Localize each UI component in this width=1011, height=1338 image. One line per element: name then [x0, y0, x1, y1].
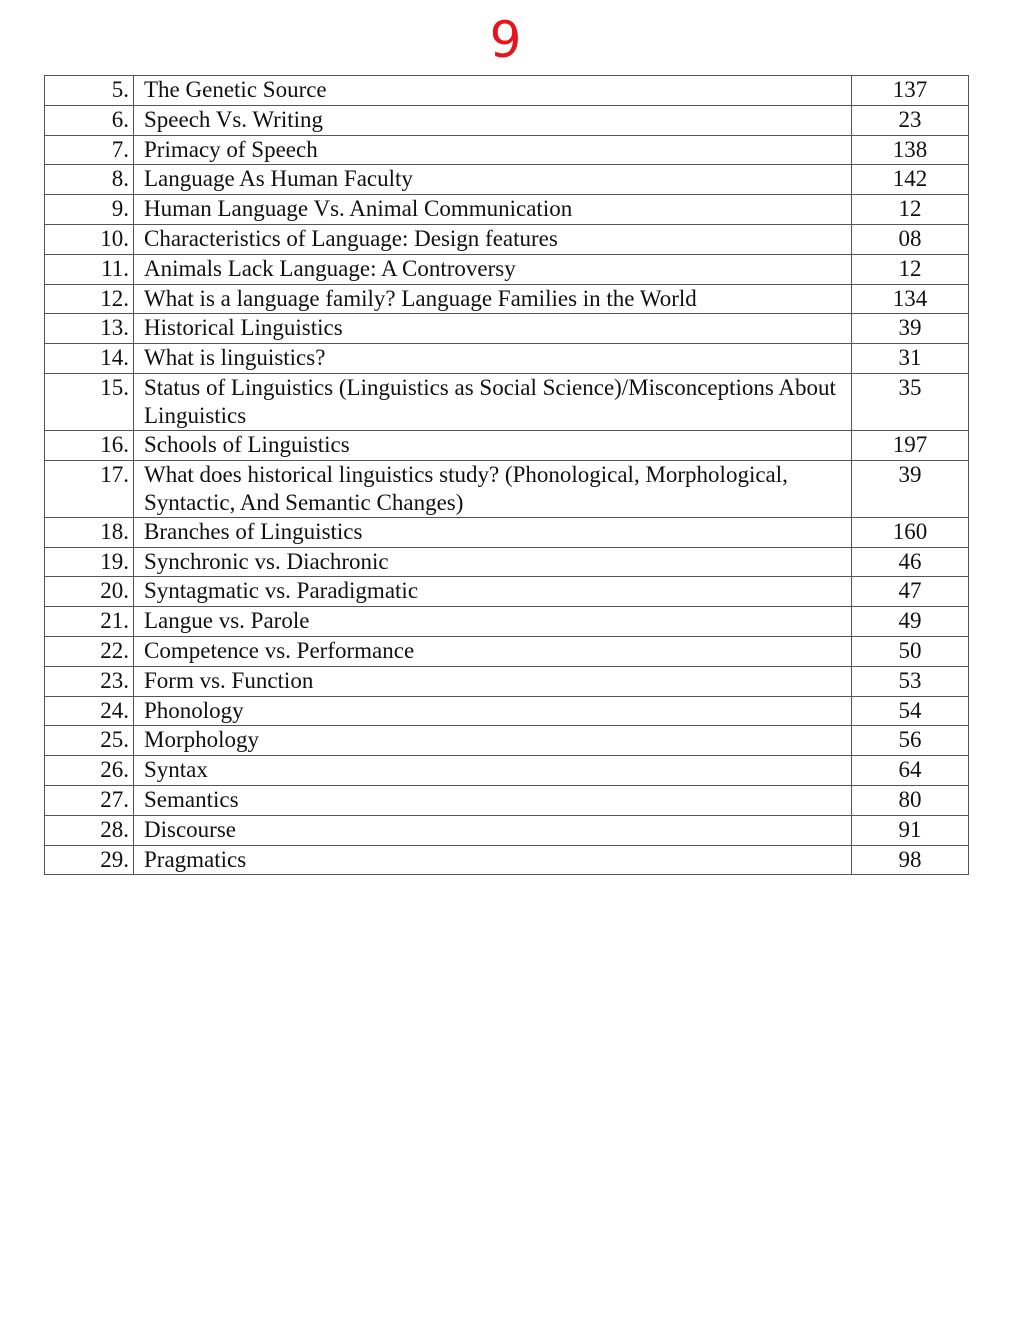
- entry-page: 98: [852, 845, 969, 875]
- table-row: [45, 607, 969, 637]
- entry-page: 134: [852, 284, 969, 314]
- entry-title: Synchronic vs. Diachronic: [134, 547, 852, 577]
- entry-number: 28.: [45, 815, 134, 845]
- entry-title: Historical Linguistics: [134, 314, 852, 344]
- table-row: [45, 517, 969, 547]
- entry-page: 137: [852, 76, 969, 106]
- entry-page: 12: [852, 254, 969, 284]
- table-row: [45, 314, 969, 344]
- entry-number: 8.: [45, 165, 134, 195]
- entry-number: 15.: [45, 373, 134, 430]
- page-number: 9: [489, 11, 522, 69]
- table-row: [45, 460, 969, 517]
- entry-number: 25.: [45, 726, 134, 756]
- entry-page: 56: [852, 726, 969, 756]
- entry-number: 13.: [45, 314, 134, 344]
- entry-title: Characteristics of Language: Design features: [134, 224, 852, 254]
- entry-page: 197: [852, 430, 969, 460]
- table-row: [45, 696, 969, 726]
- table-row: [45, 430, 969, 460]
- table-row: [45, 666, 969, 696]
- entry-title: Form vs. Function: [134, 666, 852, 696]
- entry-title: The Genetic Source: [134, 76, 852, 106]
- entry-number: 6.: [45, 105, 134, 135]
- entry-title: Speech Vs. Writing: [134, 105, 852, 135]
- entry-page: 47: [852, 577, 969, 607]
- entry-title: What is a language family? Language Families in the World: [134, 284, 852, 314]
- entry-number: 20.: [45, 577, 134, 607]
- entry-number: 27.: [45, 785, 134, 815]
- entry-title: What does historical linguistics study? (Phonological, Morphological, Syntactic, And Semantic Changes): [134, 460, 852, 517]
- entry-page: 12: [852, 195, 969, 225]
- entry-title: Syntagmatic vs. Paradigmatic: [134, 577, 852, 607]
- entry-title: Human Language Vs. Animal Communication: [134, 195, 852, 225]
- entry-number: 23.: [45, 666, 134, 696]
- entry-title: What is linguistics?: [134, 344, 852, 374]
- table-row: [45, 373, 969, 430]
- entry-number: 21.: [45, 607, 134, 637]
- table-of-contents: [44, 75, 969, 875]
- toc-body: [45, 76, 969, 875]
- entry-title: Language As Human Faculty: [134, 165, 852, 195]
- entry-number: 24.: [45, 696, 134, 726]
- table-row: [45, 845, 969, 875]
- entry-number: 26.: [45, 756, 134, 786]
- table-row: [45, 224, 969, 254]
- entry-number: 18.: [45, 517, 134, 547]
- entry-page: 138: [852, 135, 969, 165]
- entry-title: Animals Lack Language: A Controversy: [134, 254, 852, 284]
- entry-title: Competence vs. Performance: [134, 636, 852, 666]
- entry-page: 80: [852, 785, 969, 815]
- table-row: [45, 815, 969, 845]
- table-row: [45, 76, 969, 106]
- entry-page: 39: [852, 314, 969, 344]
- entry-page: 35: [852, 373, 969, 430]
- entry-title: Syntax: [134, 756, 852, 786]
- table-row: [45, 105, 969, 135]
- table-row: [45, 785, 969, 815]
- table-row: [45, 135, 969, 165]
- entry-number: 9.: [45, 195, 134, 225]
- table-row: [45, 254, 969, 284]
- table-row: [45, 284, 969, 314]
- entry-page: 53: [852, 666, 969, 696]
- entry-title: Morphology: [134, 726, 852, 756]
- entry-page: 91: [852, 815, 969, 845]
- entry-number: 16.: [45, 430, 134, 460]
- entry-title: Schools of Linguistics: [134, 430, 852, 460]
- entry-page: 50: [852, 636, 969, 666]
- entry-number: 19.: [45, 547, 134, 577]
- entry-title: Primacy of Speech: [134, 135, 852, 165]
- entry-page: 39: [852, 460, 969, 517]
- entry-number: 12.: [45, 284, 134, 314]
- entry-page: 23: [852, 105, 969, 135]
- table-row: [45, 577, 969, 607]
- entry-title: Phonology: [134, 696, 852, 726]
- table-row: [45, 547, 969, 577]
- entry-title: Discourse: [134, 815, 852, 845]
- entry-title: Langue vs. Parole: [134, 607, 852, 637]
- entry-number: 7.: [45, 135, 134, 165]
- entry-page: 160: [852, 517, 969, 547]
- entry-number: 10.: [45, 224, 134, 254]
- entry-number: 5.: [45, 76, 134, 106]
- table-row: [45, 636, 969, 666]
- table-row: [45, 195, 969, 225]
- entry-page: 142: [852, 165, 969, 195]
- table-row: [45, 756, 969, 786]
- entry-number: 17.: [45, 460, 134, 517]
- entry-page: 31: [852, 344, 969, 374]
- table-row: [45, 344, 969, 374]
- table-row: [45, 726, 969, 756]
- entry-number: 29.: [45, 845, 134, 875]
- entry-page: 46: [852, 547, 969, 577]
- entry-title: Semantics: [134, 785, 852, 815]
- table-row: [45, 165, 969, 195]
- entry-title: Status of Linguistics (Linguistics as Social Science)/Misconceptions About Linguistics: [134, 373, 852, 430]
- entry-page: 49: [852, 607, 969, 637]
- entry-number: 11.: [45, 254, 134, 284]
- entry-title: Pragmatics: [134, 845, 852, 875]
- entry-number: 22.: [45, 636, 134, 666]
- entry-title: Branches of Linguistics: [134, 517, 852, 547]
- entry-page: 54: [852, 696, 969, 726]
- entry-number: 14.: [45, 344, 134, 374]
- entry-page: 64: [852, 756, 969, 786]
- entry-page: 08: [852, 224, 969, 254]
